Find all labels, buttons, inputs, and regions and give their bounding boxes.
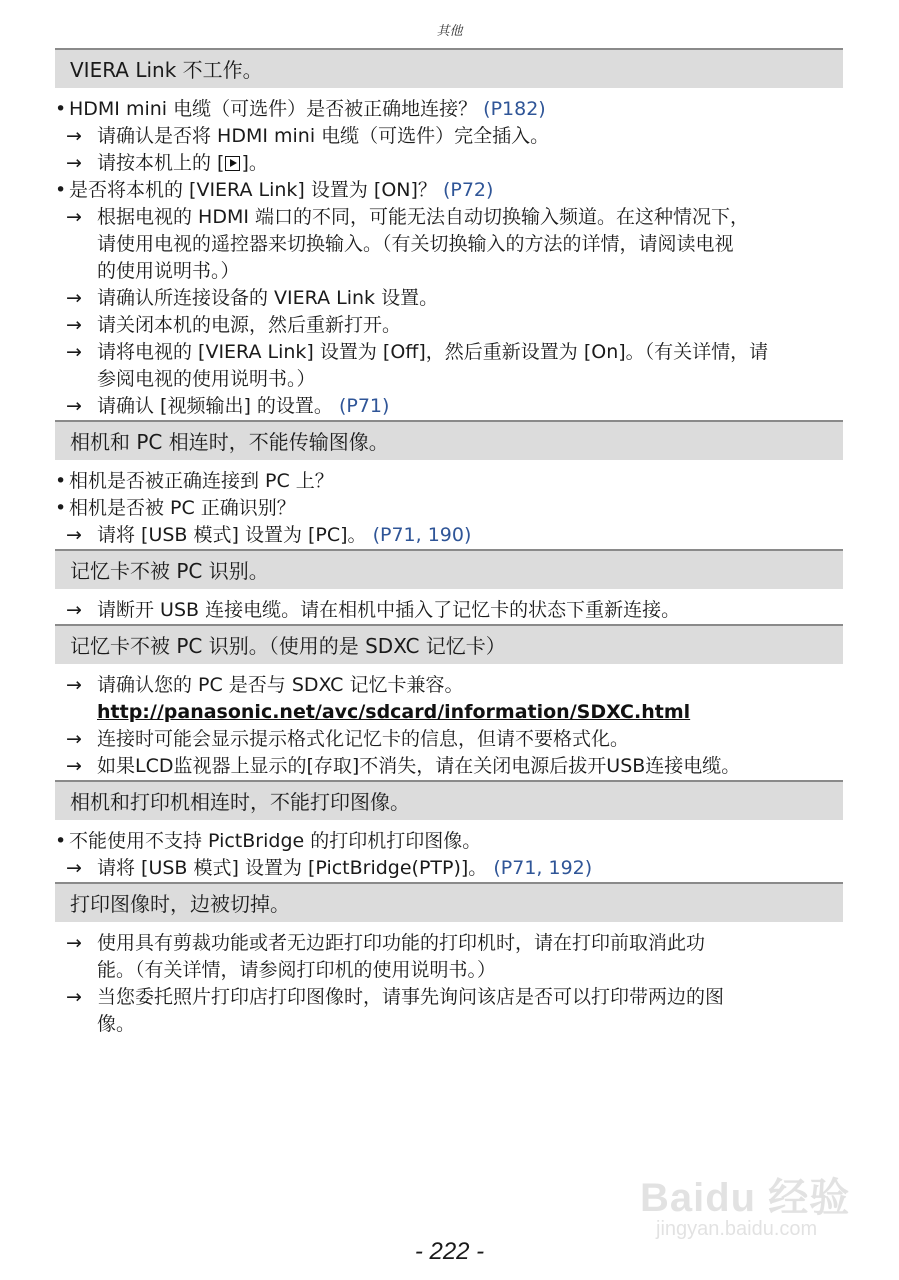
troubleshoot-section: [55, 882, 843, 1038]
section-heading: 打印图像时，边被切掉。: [55, 882, 843, 922]
answer-item: [55, 726, 843, 753]
answer-item: [55, 285, 843, 312]
watermark-url: jingyan.baidu.com: [656, 1218, 818, 1240]
arrow-right-icon: →: [66, 599, 82, 621]
item-text: 请确认 [视频输出] 的设置。: [97, 395, 333, 417]
section-items: [55, 589, 843, 624]
arrow-right-icon: →: [66, 932, 82, 954]
section-heading: 相机和 PC 相连时，不能传输图像。: [55, 420, 843, 460]
section-items: [55, 460, 843, 549]
item-text: 是否将本机的 [VIERA Link] 设置为 [ON]？: [69, 179, 437, 201]
sdxc-info-link[interactable]: http://panasonic.net/avc/sdcard/information/SDXC.html: [97, 701, 691, 723]
arrow-right-icon: →: [66, 755, 82, 777]
item-text: 请关闭本机的电源，然后重新打开。: [97, 314, 402, 336]
bullet-icon: •: [55, 179, 67, 201]
troubleshoot-section: [55, 420, 843, 549]
item-text: 请将 [USB 模式] 设置为 [PictBridge(PTP)]。: [97, 857, 488, 879]
answer-continuation: [55, 258, 843, 285]
arrow-right-icon: →: [66, 728, 82, 750]
item-text: 能。（有关详情，请参阅打印机的使用说明书。）: [97, 959, 497, 981]
playback-button-icon: [225, 156, 240, 171]
troubleshooting-content: [55, 48, 843, 1038]
watermark-logo: Baidu 经验: [640, 1176, 851, 1220]
item-text: 像。: [97, 1013, 136, 1035]
item-text: 请确认所连接设备的 VIERA Link 设置。: [97, 287, 439, 309]
troubleshoot-section: [55, 549, 843, 624]
item-text: 相机是否被正确连接到 PC 上？: [69, 470, 334, 492]
question-item: [55, 177, 843, 204]
section-items: [55, 88, 843, 420]
bullet-icon: •: [55, 470, 67, 492]
page-reference-link[interactable]: (P72): [442, 179, 494, 201]
answer-item: [55, 123, 843, 150]
item-text: 请将电视的 [VIERA Link] 设置为 [Off]，然后重新设置为 [On]。（有关详情，请: [97, 341, 769, 363]
troubleshoot-section: [55, 624, 843, 780]
section-items: [55, 820, 843, 882]
answer-item: [55, 753, 843, 780]
page-reference-link[interactable]: (P71): [338, 395, 390, 417]
item-text: 的使用说明书。）: [97, 260, 240, 282]
answer-item: [55, 855, 843, 882]
answer-item: [55, 522, 843, 549]
item-text: 相机是否被 PC 正确识别？: [69, 497, 296, 519]
item-text: 使用具有剪裁功能或者无边距打印功能的打印机时，请在打印前取消此功: [97, 932, 706, 954]
section-items: [55, 664, 843, 780]
answer-continuation: [55, 366, 843, 393]
page-reference-link[interactable]: (P182): [483, 98, 546, 120]
item-text: 请断开 USB 连接电缆。请在相机中插入了记忆卡的状态下重新连接。: [97, 599, 681, 621]
item-text: 当您委托照片打印店打印图像时，请事先询问该店是否可以打印带两边的图: [97, 986, 725, 1008]
question-item: [55, 495, 843, 522]
page-number: - 222 -: [414, 1238, 485, 1265]
answer-item: [55, 150, 843, 177]
page-reference-link[interactable]: (P71, 190): [372, 524, 472, 546]
troubleshoot-section: [55, 48, 843, 420]
arrow-right-icon: →: [66, 152, 82, 174]
question-item: [55, 468, 843, 495]
item-text: 请确认您的 PC 是否与 SDXC 记忆卡兼容。: [97, 674, 464, 696]
section-items: [55, 922, 843, 1038]
answer-item: [55, 204, 843, 231]
arrow-right-icon: →: [66, 986, 82, 1008]
answer-continuation: [55, 957, 843, 984]
section-heading: 相机和打印机相连时，不能打印图像。: [55, 780, 843, 820]
item-text: 请将 [USB 模式] 设置为 [PC]。: [97, 524, 367, 546]
item-text: HDMI mini 电缆（可选件）是否被正确地连接？: [69, 98, 478, 120]
arrow-right-icon: →: [66, 287, 82, 309]
arrow-right-icon: →: [66, 674, 82, 696]
section-heading: VIERA Link 不工作。: [55, 48, 843, 88]
arrow-right-icon: →: [66, 524, 82, 546]
item-text: 请确认是否将 HDMI mini 电缆（可选件）完全插入。: [97, 125, 550, 147]
troubleshoot-section: [55, 780, 843, 882]
section-heading: 记忆卡不被 PC 识别。: [55, 549, 843, 589]
arrow-right-icon: →: [66, 857, 82, 879]
answer-item: [55, 393, 843, 420]
item-text: 根据电视的 HDMI 端口的不同，可能无法自动切换输入频道。在这种情况下，: [97, 206, 749, 228]
item-text: 连接时可能会显示提示格式化记忆卡的信息，但请不要格式化。: [97, 728, 630, 750]
arrow-right-icon: →: [66, 341, 82, 363]
answer-item: [55, 672, 843, 699]
answer-item: [55, 984, 843, 1011]
page-reference-link[interactable]: (P71, 192): [493, 857, 593, 879]
arrow-right-icon: →: [66, 314, 82, 336]
answer-item: [55, 339, 843, 366]
item-text: 不能使用不支持 PictBridge 的打印机打印图像。: [69, 830, 482, 852]
answer-continuation: [55, 1011, 843, 1038]
item-text: 请使用电视的遥控器来切换输入。（有关切换输入的方法的详情，请阅读电视: [97, 233, 734, 255]
item-text: 参阅电视的使用说明书。）: [97, 368, 316, 390]
answer-item: [55, 930, 843, 957]
item-text: 如果LCD监视器上显示的[存取]不消失，请在关闭电源后拔开USB连接电缆。: [97, 755, 741, 777]
arrow-right-icon: →: [66, 206, 82, 228]
section-heading: 记忆卡不被 PC 识别。（使用的是 SDXC 记忆卡）: [55, 624, 843, 664]
arrow-right-icon: →: [66, 125, 82, 147]
bullet-icon: •: [55, 98, 67, 120]
question-item: [55, 828, 843, 855]
page-header-label: 其他: [436, 24, 463, 39]
item-text: ]。: [241, 152, 268, 174]
question-item: [55, 96, 843, 123]
arrow-right-icon: →: [66, 395, 82, 417]
bullet-icon: •: [55, 830, 67, 852]
item-text: 请按本机上的 [: [97, 152, 225, 174]
baidu-watermark: [640, 1140, 860, 1250]
answer-continuation: [55, 231, 843, 258]
bullet-icon: •: [55, 497, 67, 519]
answer-item: [55, 312, 843, 339]
answer-item: [55, 597, 843, 624]
